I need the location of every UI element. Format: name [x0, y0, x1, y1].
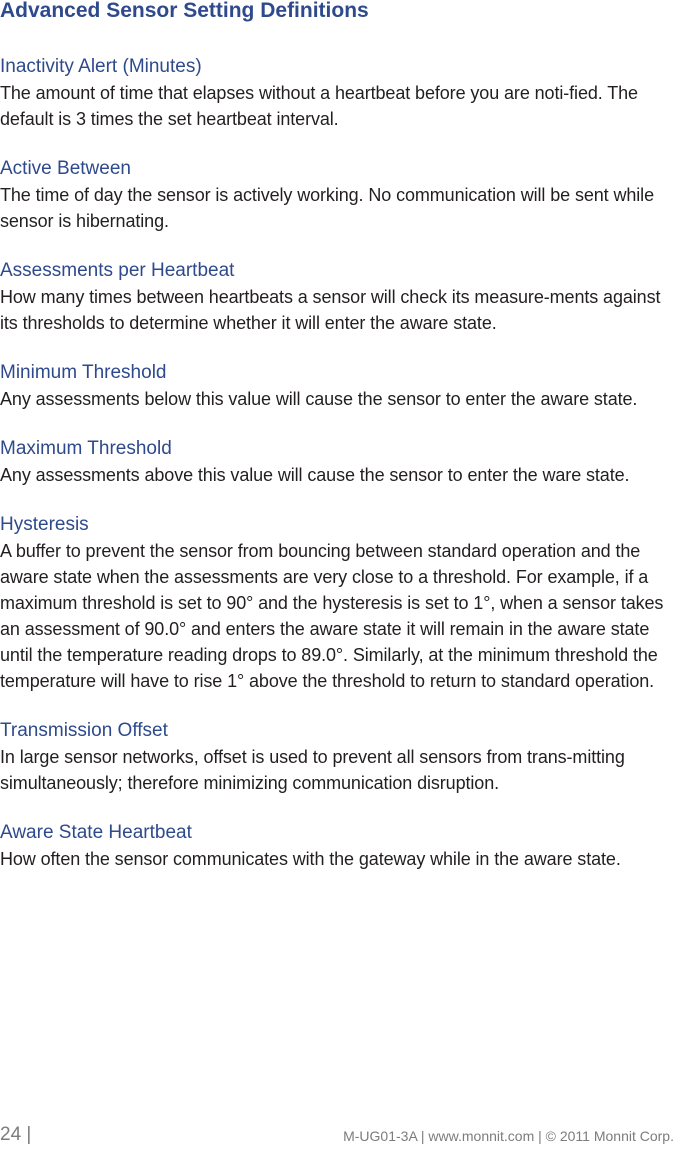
definition-heading: Maximum Threshold — [0, 438, 172, 459]
definition-hysteresis — [0, 512, 674, 694]
definition-body: Any assessments below this value will cause the sensor to enter the aware state. — [0, 389, 638, 409]
definitions-list — [0, 54, 674, 896]
definition-body: How often the sensor communicates with the gateway while in the aware state. — [0, 849, 621, 869]
definition-minimum-threshold — [0, 360, 674, 412]
definition-body: The time of day the sensor is actively working. No communication will be sent while sensor is hibernating. — [0, 185, 654, 231]
definition-heading: Hysteresis — [0, 514, 89, 535]
definition-body: The amount of time that elapses without a heartbeat before you are noti-fied. The default is 3 times the set heartbeat interval. — [0, 83, 638, 129]
footer-credits: M-UG01-3A | www.monnit.com | © 2011 Monnit Corp. — [343, 1128, 674, 1144]
definition-aware-state-heartbeat — [0, 820, 674, 872]
page-footer — [0, 1124, 674, 1148]
definition-heading: Assessments per Heartbeat — [0, 260, 235, 281]
definition-heading: Inactivity Alert (Minutes) — [0, 56, 202, 77]
definition-body: How many times between heartbeats a sensor will check its measure-ments against its thresholds to determine whether it will enter the aware state. — [0, 287, 661, 333]
definition-body: In large sensor networks, offset is used to prevent all sensors from trans-mitting simultaneously; therefore minimizing communication disruption. — [0, 747, 625, 793]
definition-transmission-offset — [0, 718, 674, 796]
definition-inactivity-alert — [0, 54, 674, 132]
page-number: 24 | — [0, 1124, 32, 1145]
definition-maximum-threshold — [0, 436, 674, 488]
definition-active-between — [0, 156, 674, 234]
definition-assessments-per-heartbeat — [0, 258, 674, 336]
definition-heading: Aware State Heartbeat — [0, 822, 192, 843]
definition-heading: Active Between — [0, 158, 131, 179]
definition-heading: Minimum Threshold — [0, 362, 167, 383]
definition-body: A buffer to prevent the sensor from bouncing between standard operation and the aware state when the assessments are very close to a threshold. For example, if a maximum threshold is set to 90° and the hysteresis is set to 1°, when a sensor takes an assessment of 90.0° and enters the aware state it will remain in the aware state until the temperature reading drops to 89.0°. Similarly, at the minimum threshold the temperature will have to rise 1° above the threshold to return to standard operation. — [0, 541, 664, 691]
page-title: Advanced Sensor Setting Definitions — [0, 0, 369, 22]
definition-body: Any assessments above this value will cause the sensor to enter the ware state. — [0, 465, 630, 485]
definition-heading: Transmission Offset — [0, 720, 168, 741]
